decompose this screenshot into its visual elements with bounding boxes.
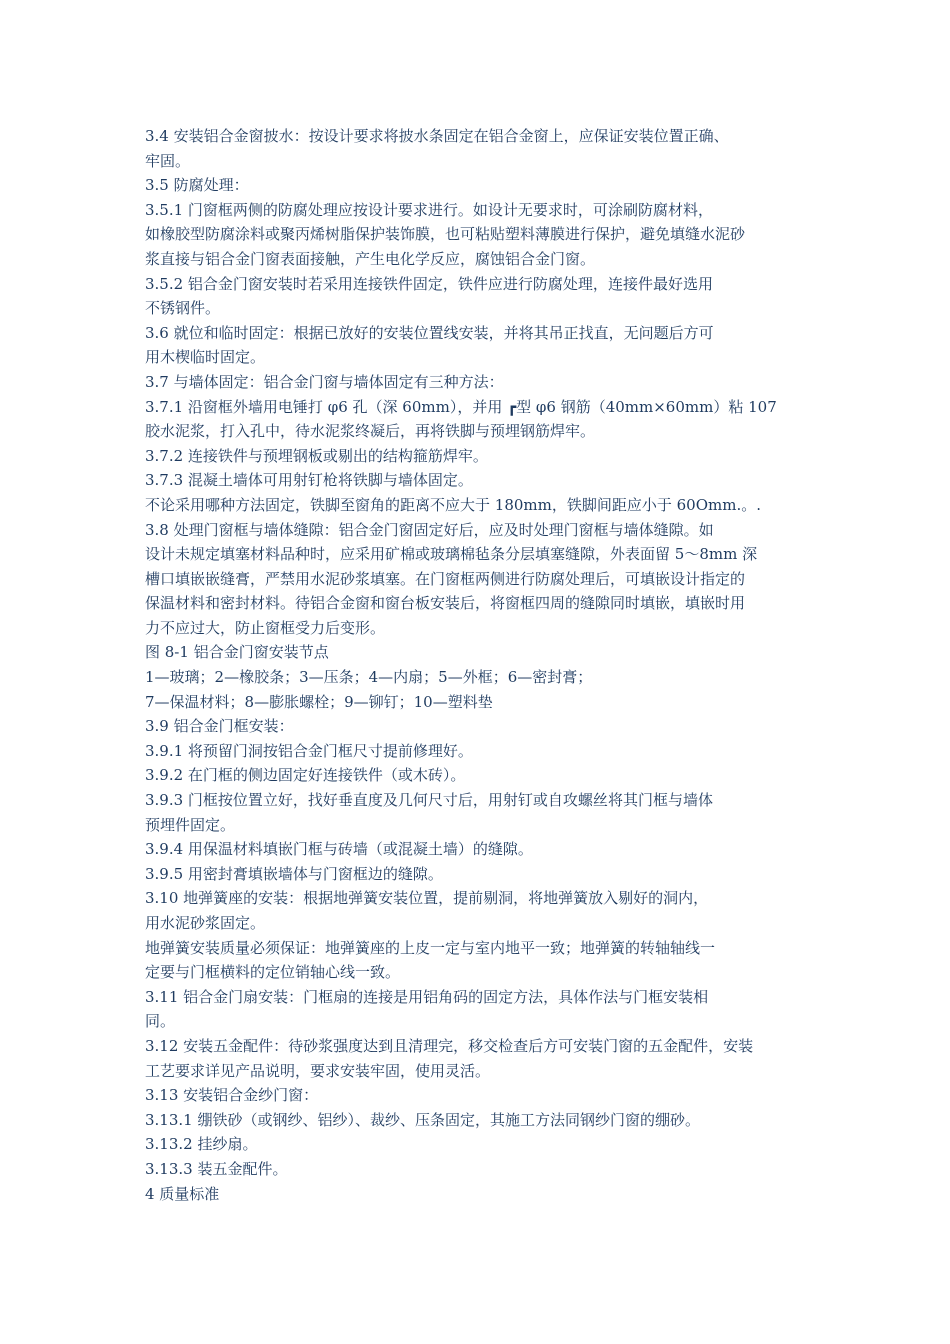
text-line: 同。 xyxy=(145,1012,176,1031)
text-line: 3.9.2 在门框的侧边固定好连接铁件（或木砖）。 xyxy=(145,766,466,785)
text-line: 槽口填嵌嵌缝膏，严禁用水泥砂浆填塞。在门窗框两侧进行防腐处理后，可填嵌设计指定的 xyxy=(145,569,746,588)
text-line: 3.13.1 绷铁砂（或钢纱、铝纱）、裁纱、压条固定，其施工方法同钢纱门窗的绷砂。 xyxy=(145,1110,700,1129)
text-line: 3.9.4 用保温材料填嵌门框与砖墙（或混凝土墙）的缝隙。 xyxy=(145,840,533,859)
text-line: 用木楔临时固定。 xyxy=(145,348,266,367)
text-line: 7—保温材料；8—膨胀螺栓；9—铆钉；10—塑料垫 xyxy=(145,692,493,711)
text-line: 浆直接与铝合金门窗表面接触，产生电化学反应，腐蚀铝合金门窗。 xyxy=(145,249,596,268)
text-line: 用水泥砂浆固定。 xyxy=(145,914,266,932)
text-line: 保温材料和密封材料。待铝合金窗和窗台板安装后，将窗框四周的缝隙同时填嵌，填嵌时用 xyxy=(145,594,746,613)
text-line: 设计未规定填塞材料品种时，应采用矿棉或玻璃棉毡条分层填塞缝隙，外表面留 5～8mm 深 xyxy=(145,545,758,564)
document-body xyxy=(145,124,825,1206)
text-line: 地弹簧安装质量必须保证：地弹簧座的上皮一定与室内地平一致；地弹簧的转轴轴线一 xyxy=(145,938,716,957)
text-line: 3.10 地弹簧座的安装：根据地弹簧安装位置，提前剔洞，将地弹簧放入剔好的洞内， xyxy=(145,889,709,908)
text-line: 3.9.3 门框按位置立好，找好垂直度及几何尺寸后，用射钉或自攻螺丝将其门框与墙体 xyxy=(145,791,713,810)
text-line: 不论采用哪种方法固定，铁脚至窗角的距离不应大于 180mm，铁脚间距应小于 60Omm.。. xyxy=(145,495,761,514)
text-line: 3.9.5 用密封膏填嵌墙体与门窗框边的缝隙。 xyxy=(145,864,443,883)
text-line: 3.13.2 挂纱扇。 xyxy=(145,1135,258,1154)
text-line: 3.5.2 铝合金门窗安装时若采用连接铁件固定，铁件应进行防腐处理，连接件最好选用 xyxy=(145,274,713,293)
text-line: 预埋件固定。 xyxy=(145,815,236,834)
text-line: 3.11 铝合金门扇安装：门框扇的连接是用铝角码的固定方法，具体作法与门框安装相 xyxy=(145,987,709,1006)
text-line: 3.12 安装五金配件：待砂浆强度达到且清理完，移交检查后方可安装门窗的五金配件，安装 xyxy=(145,1036,754,1055)
text-line: 3.13.3 装五金配件。 xyxy=(145,1159,288,1178)
text-line: 4 质量标准 xyxy=(145,1184,220,1203)
text-line: 不锈钢件。 xyxy=(145,299,221,318)
text-line: 3.5.1 门窗框两侧的防腐处理应按设计要求进行。如设计无要求时，可涂刷防腐材料， xyxy=(145,200,713,219)
text-line: 3.9.1 将预留门洞按铝合金门框尺寸提前修理好。 xyxy=(145,741,473,760)
text-line: 定要与门框横料的定位销轴心线一致。 xyxy=(145,963,401,982)
text-line: 牢固。 xyxy=(145,151,191,170)
text-line: 3.13 安装铝合金纱门窗： xyxy=(145,1086,319,1105)
text-line: 3.7.1 沿窗框外墙用电锤打 φ6 孔（深 60mm），并用 ┏型 φ6 钢筋（40mm×60mm）粘 107 xyxy=(145,397,777,416)
text-line: 胶水泥浆，打入孔中，待水泥浆终凝后，再将铁脚与预埋钢筋焊牢。 xyxy=(145,422,596,441)
text-line: 3.7 与墙体固定：铝合金门窗与墙体固定有三种方法： xyxy=(145,372,504,391)
text-line: 工艺要求详见产品说明，要求安装牢固，使用灵活。 xyxy=(145,1061,491,1080)
text-line: 1—玻璃；2—橡胶条；3—压条；4—内扇；5—外框；6—密封膏； xyxy=(145,668,593,687)
text-line: 3.7.2 连接铁件与预埋钢板或剔出的结构箍筋焊牢。 xyxy=(145,446,488,465)
text-line: 3.6 就位和临时固定：根据已放好的安装位置线安装，并将其吊正找直，无问题后方可 xyxy=(145,323,714,342)
text-line: 如橡胶型防腐涂料或聚丙烯树脂保护装饰膜，也可粘贴塑料薄膜进行保护，避免填缝水泥砂 xyxy=(145,225,746,244)
text-line: 力不应过大，防止窗框受力后变形。 xyxy=(145,618,386,637)
text-line: 3.8 处理门窗框与墙体缝隙：铝合金门窗固定好后，应及时处理门窗框与墙体缝隙。如 xyxy=(145,520,714,539)
text-line: 3.4 安装铝合金窗披水：按设计要求将披水条固定在铝合金窗上，应保证安装位置正确、 xyxy=(145,127,729,145)
text-line: 3.7.3 混凝土墙体可用射钉枪将铁脚与墙体固定。 xyxy=(145,471,473,490)
text-line: 3.5 防腐处理： xyxy=(145,176,249,195)
text-line: 图 8-1 铝合金门窗安装节点 xyxy=(145,643,329,662)
text-line: 3.9 铝合金门框安装： xyxy=(145,717,294,736)
